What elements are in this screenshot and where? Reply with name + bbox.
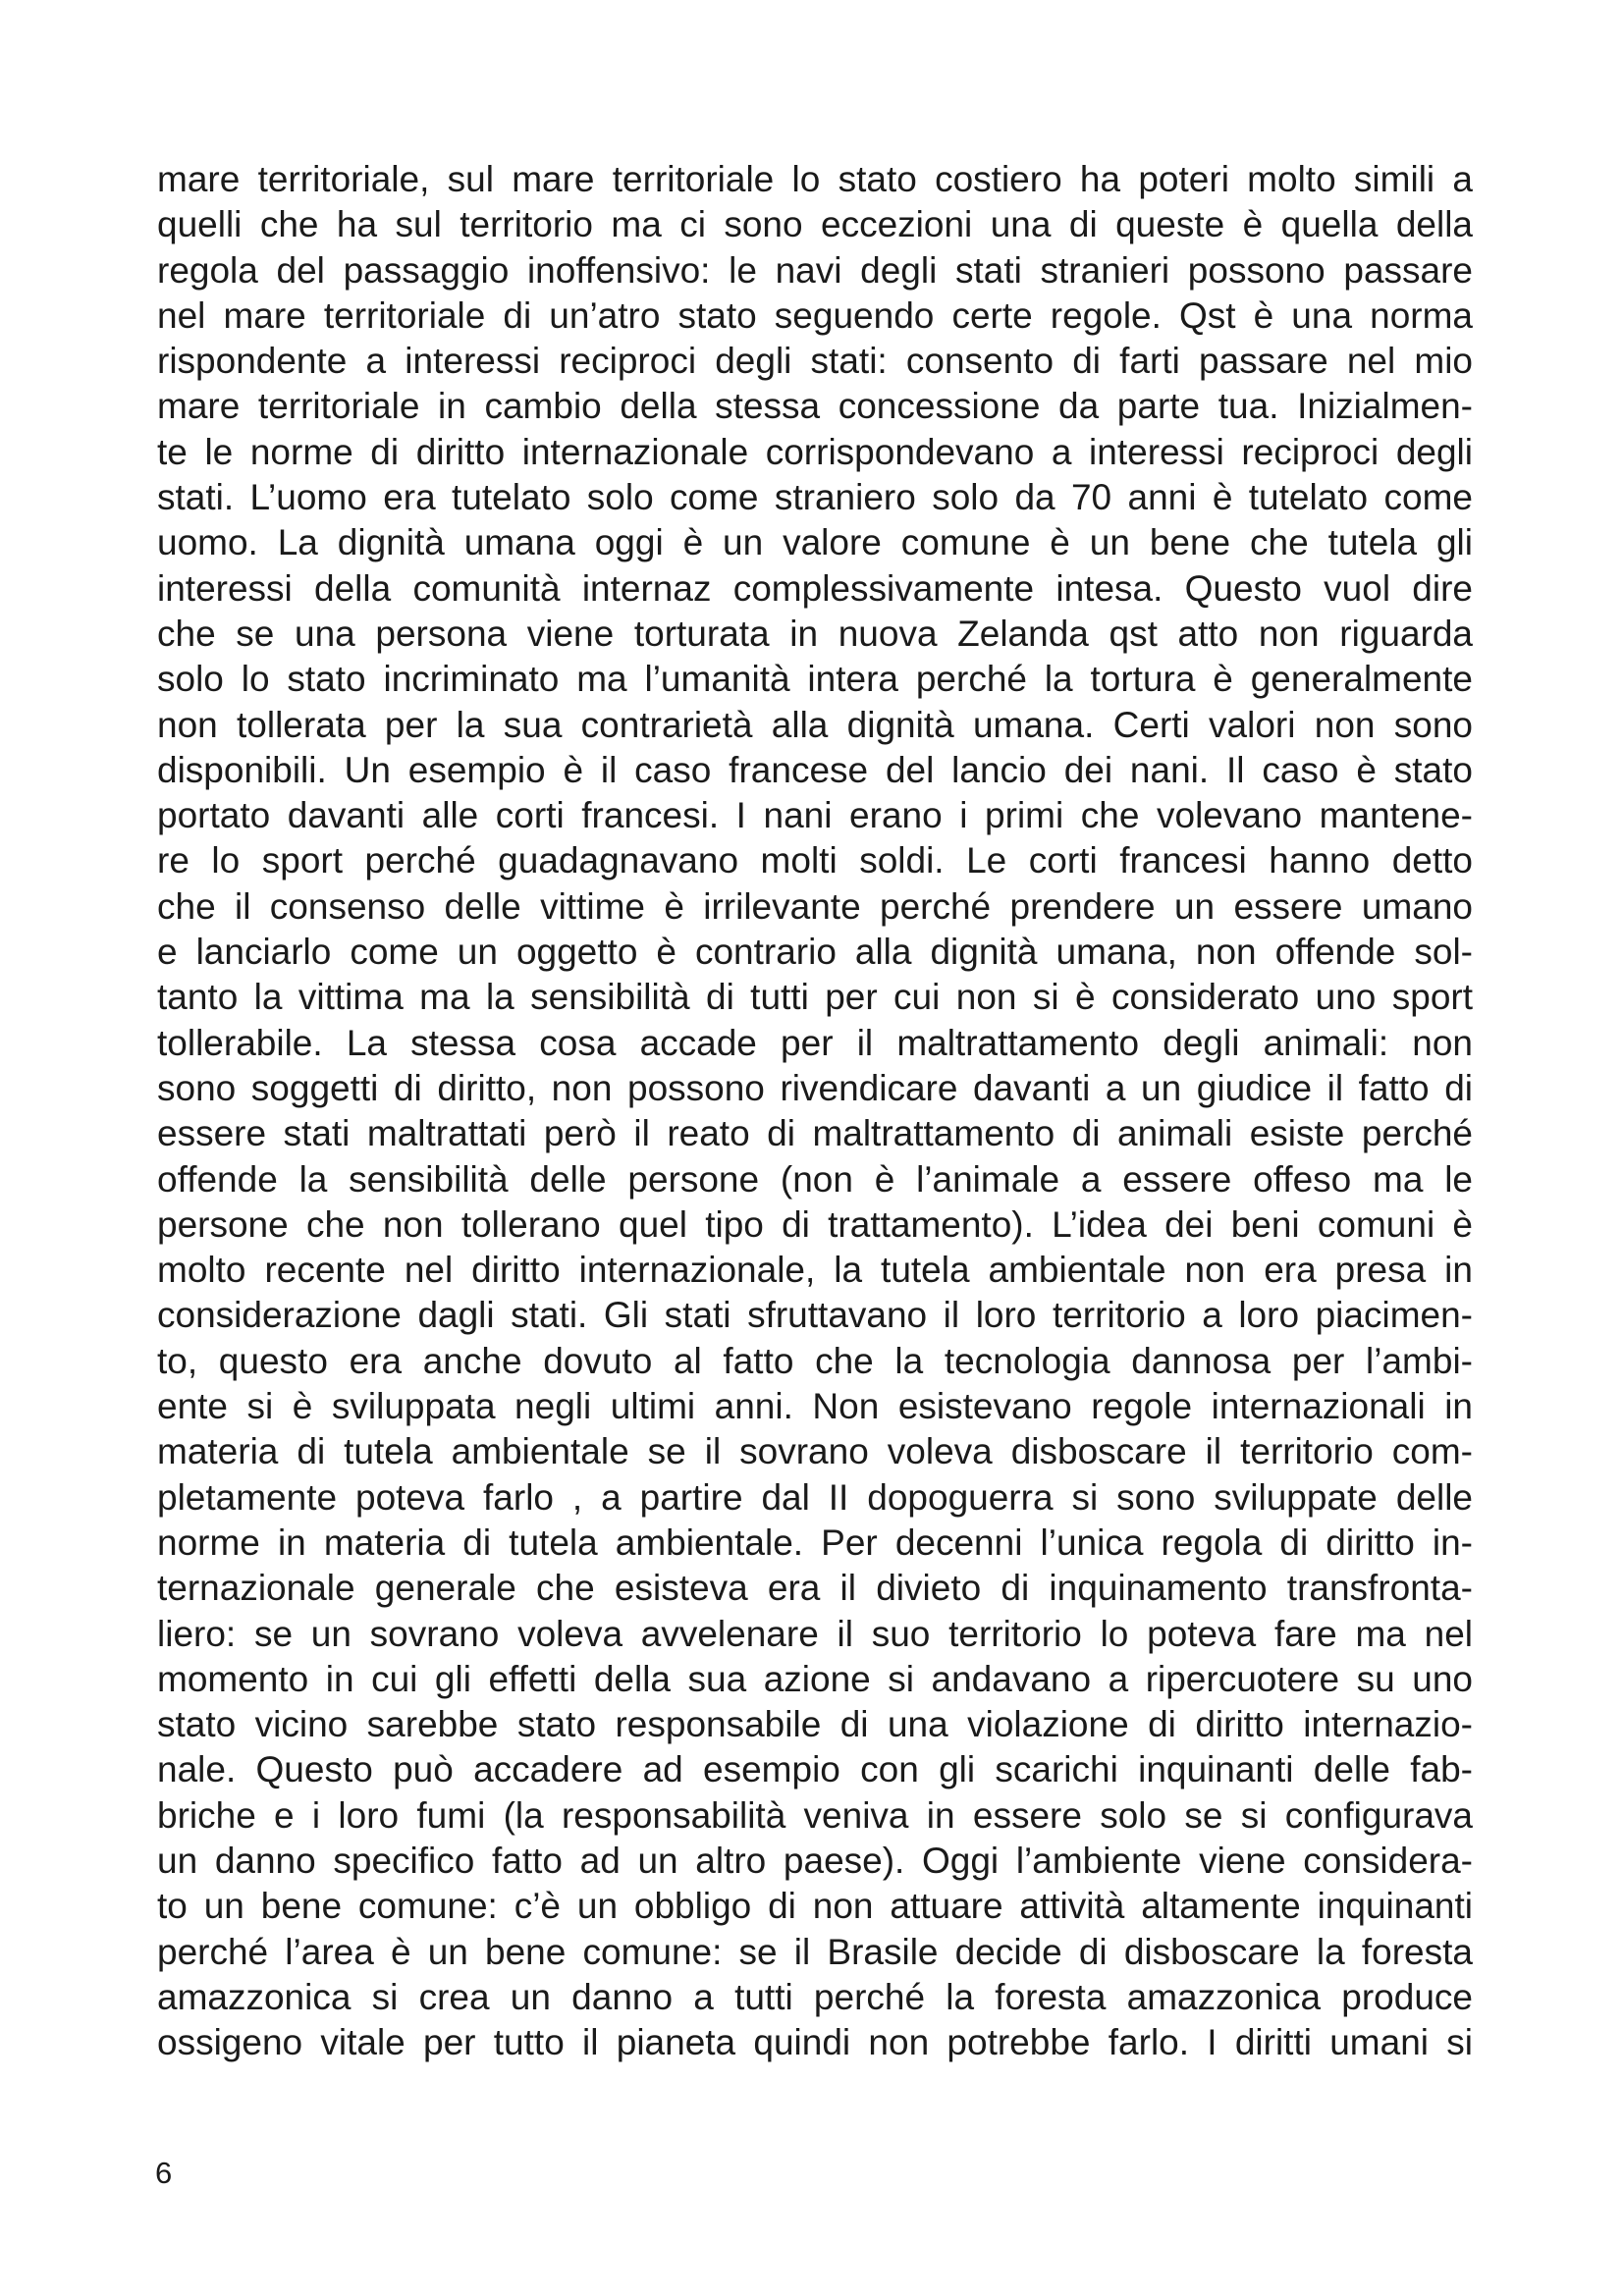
text-line: amazzonica si crea un danno a tutti perché la foresta amazzonica produce [157,1976,1473,2017]
text-line: persone che non tollerano quel tipo di trattamento). L’idea dei beni comuni è [157,1203,1473,1245]
text-line: to, questo era anche dovuto al fatto che la tecnologia dannosa per l’ambi- [157,1340,1473,1381]
text-line: pletamente poteva farlo , a partire dal II dopoguerra si sono sviluppate delle [157,1476,1473,1518]
text-line: e lanciarlo come un oggetto è contrario alla dignità umana, non offende sol- [157,932,1473,973]
text-line: un danno specifico fatto ad un altro paese). Oggi l’ambiente viene considera- [157,1840,1473,1881]
text-line: materia di tutela ambientale se il sovrano voleva disboscare il territorio com- [157,1431,1473,1472]
text-line: sono soggetti di diritto, non possono rivendicare davanti a un giudice il fatto di [157,1067,1473,1108]
text-line: re lo sport perché guadagnavano molti soldi. Le corti francesi hanno detto [157,840,1473,881]
text-line: regola del passaggio inoffensivo: le navi degli stati stranieri possono passare [157,249,1473,291]
text-line: ossigeno vitale per tutto il pianeta quindi non potrebbe farlo. I diritti umani si [157,2022,1473,2063]
text-line: rispondente a interessi reciproci degli stati: consento di farti passare nel mio [157,341,1473,382]
text-line: briche e i loro fumi (la responsabilità veniva in essere solo se si configurava [157,1794,1473,1836]
text-line: te le norme di diritto internazionale corrispondevano a interessi reciproci degli [157,431,1473,472]
text-line: interessi della comunità internaz complessivamente intesa. Questo vuol dire [157,567,1473,609]
text-line: ente si è sviluppata negli ultimi anni. Non esistevano regole internazionali in [157,1386,1473,1427]
text-line: mare territoriale, sul mare territoriale lo stato costiero ha poteri molto simili a [157,159,1473,199]
text-line: offende la sensibilità delle persone (non è l’animale a essere offeso ma le [157,1158,1473,1200]
page-number: 6 [155,2156,173,2190]
text-line: portato davanti alle corti francesi. I nani erano i primi che volevano mantene- [157,795,1473,836]
text-line: tollerabile. La stessa cosa accade per il maltrattamento degli animali: non [157,1022,1473,1063]
body-text [157,157,1473,2065]
text-line: mare territoriale in cambio della stessa concessione da parte tua. Inizialmen- [157,386,1473,427]
text-line: stati. L’uomo era tutelato solo come straniero solo da 70 anni è tutelato come [157,477,1473,518]
text-line: non tollerata per la sua contrarietà alla dignità umana. Certi valori non sono [157,704,1473,745]
text-line: tanto la vittima ma la sensibilità di tutti per cui non si è considerato uno sport [157,977,1473,1018]
text-line: che se una persona viene torturata in nuova Zelanda qst atto non riguarda [157,613,1473,654]
text-line: considerazione dagli stati. Gli stati sfruttavano il loro territorio a loro piacimen- [157,1295,1473,1336]
text-line: nel mare territoriale di un’atro stato seguendo certe regole. Qst è una norma [157,294,1473,336]
text-line: liero: se un sovrano voleva avvelenare il suo territorio lo poteva fare ma nel [157,1613,1473,1654]
text-line: to un bene comune: c’è un obbligo di non attuare attività altamente inquinanti [157,1886,1473,1927]
text-line: ternazionale generale che esisteva era il divieto di inquinamento transfronta- [157,1568,1473,1609]
text-line: solo lo stato incriminato ma l’umanità intera perché la tortura è generalmente [157,659,1473,700]
text-line: quelli che ha sul territorio ma ci sono eccezioni una di queste è quella della [157,204,1473,245]
text-line: perché l’area è un bene comune: se il Brasile decide di disboscare la foresta [157,1931,1473,1972]
text-line: essere stati maltrattati però il reato di maltrattamento di animali esiste perché [157,1113,1473,1154]
text-line: uomo. La dignità umana oggi è un valore comune è un bene che tutela gli [157,522,1473,563]
text-line: momento in cui gli effetti della sua azione si andavano a ripercuotere su uno [157,1658,1473,1699]
text-line: che il consenso delle vittime è irrilevante perché prendere un essere umano [157,885,1473,927]
text-line: molto recente nel diritto internazionale, la tutela ambientale non era presa in [157,1250,1473,1291]
text-line: disponibili. Un esempio è il caso francese del lancio dei nani. Il caso è stato [157,749,1473,790]
text-line: norme in materia di tutela ambientale. Per decenni l’unica regola di diritto in- [157,1522,1473,1563]
text-line: stato vicino sarebbe stato responsabile di una violazione di diritto internazio- [157,1704,1473,1745]
text-line: nale. Questo può accadere ad esempio con gli scarichi inquinanti delle fab- [157,1749,1473,1790]
